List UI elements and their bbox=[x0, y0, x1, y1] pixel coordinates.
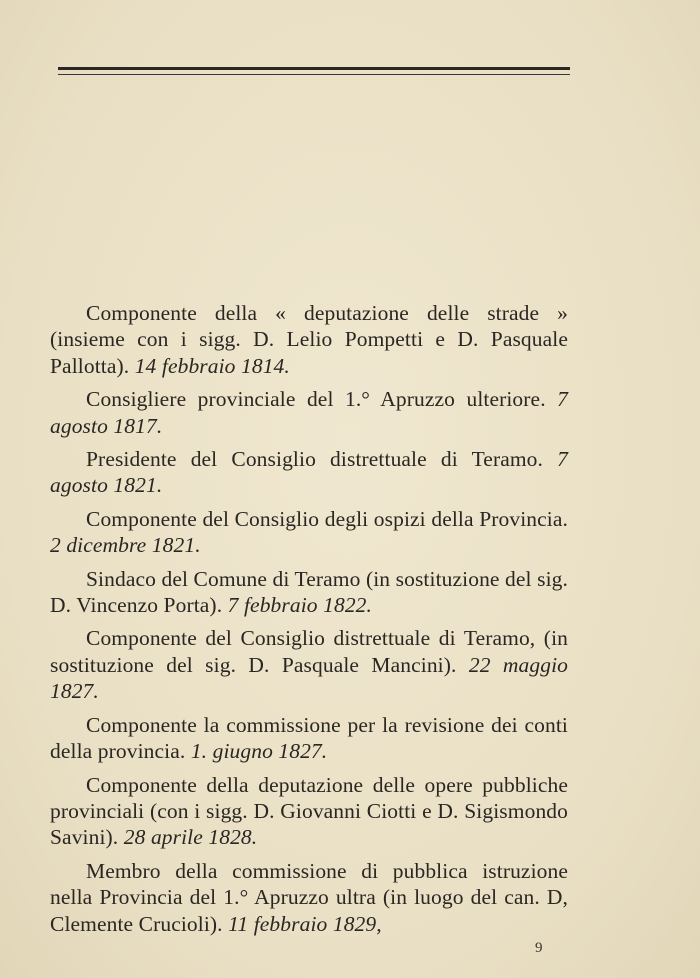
entry bbox=[50, 625, 568, 704]
entry-text: Presidente del Consiglio distrettuale di Teramo. bbox=[86, 447, 558, 472]
entry-date: 1. giugno 1827. bbox=[190, 739, 328, 764]
entry-date: 11 febbraio 1829, bbox=[228, 911, 382, 936]
entry-text: Componente della deputazione delle opere pubbliche provinciali (con i sigg. D. Giovanni Ciotti e D. Sigismondo Savini). bbox=[50, 772, 568, 850]
entry-text: Componente del Consiglio distrettuale di Teramo, (in sostituzione del sig. D. Pasquale Mancini). bbox=[50, 626, 568, 677]
entry-text: Componente la commissione per la revisione dei conti della provincia. bbox=[50, 712, 568, 764]
entry bbox=[50, 566, 568, 619]
entry-text: Sindaco del Comune di Teramo (in sostituzione del sig. D. Vincenzo Porta). bbox=[50, 566, 568, 618]
entry-date: 28 aprile 1828. bbox=[123, 825, 258, 850]
header-rule-thin bbox=[58, 74, 570, 75]
header-rule-thick bbox=[58, 67, 570, 70]
entry bbox=[50, 386, 568, 439]
entry bbox=[50, 446, 568, 499]
entry-date: 22 maggio 1827. bbox=[50, 652, 568, 704]
entry-text: Membro della commissione di pubblica istruzione nella Provincia del 1.° Apruzzo ultra (in luogo del can. D, Clemente Crucioli). bbox=[50, 858, 568, 936]
entry-text: Consigliere provinciale del 1.° Apruzzo ulteriore. bbox=[86, 387, 558, 412]
entry bbox=[50, 300, 568, 379]
entry-text: Componente del Consiglio degli ospizi della Provincia. bbox=[86, 506, 568, 531]
entries-list bbox=[50, 300, 568, 944]
entry-date: 2 dicembre 1821. bbox=[50, 533, 201, 558]
entry bbox=[50, 712, 568, 765]
entry-date: 7 agosto 1817. bbox=[50, 387, 568, 438]
page-number: 9 bbox=[535, 940, 543, 956]
entry bbox=[50, 772, 568, 851]
entry-date: 7 febbraio 1822. bbox=[227, 593, 372, 618]
entry-text: Componente della « deputazione delle strade » (insieme con i sigg. D. Lelio Pompetti e D. Pasquale Pallotta). bbox=[50, 301, 568, 378]
entry bbox=[50, 858, 568, 937]
entry-date: 14 febbraio 1814. bbox=[134, 353, 290, 378]
entry bbox=[50, 506, 568, 559]
entry-date: 7 agosto 1821. bbox=[50, 447, 568, 498]
